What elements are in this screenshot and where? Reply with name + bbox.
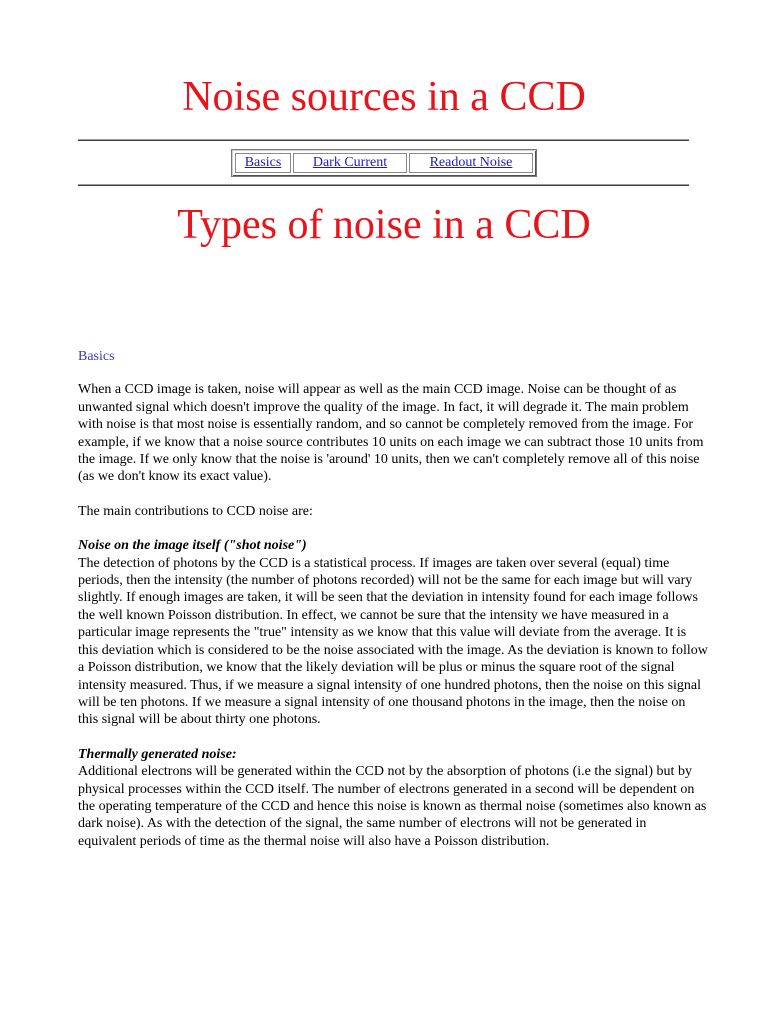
nav-cell-readout-noise [409, 153, 533, 173]
nav-table [231, 149, 537, 177]
shot-noise-heading [78, 538, 307, 553]
thermal-noise-heading: Thermally generated noise: [78, 746, 237, 762]
thermal-noise-body: Additional electrons will be generated within the CCD not by the absorption of photons (i.e the signal) but by physical processes within the CCD itself. The number of electrons generated in a second will be dependent on the operating temperature of the CCD and hence this noise is known as thermal noise (sometimes also known as dark noise). As with the detection of the signal, the same number of electrons will not be generated in equivalent periods of time as the thermal noise will also have a Poisson distribution. [78, 764, 707, 849]
section-title: Types of noise in a CCD [177, 202, 591, 248]
nav-link-basics[interactable]: Basics [244, 155, 282, 170]
intro-paragraph: When a CCD image is taken, noise will appear as well as the main CCD image. Noise can be thought of as unwanted signal which doesn't improve the quality of the image. In fact, it will degrade it. The main problem with noise is that most noise is essentially random, and so cannot be completely removed from the image. For example, if we know that a noise source contributes 10 units on each image we can subtract those 10 units from the image. If we only know that the noise is 'around' 10 units, then we can't completely remove all of this noise (as we don't know its exact value). [78, 382, 704, 485]
shot-noise-body: The detection of photons by the CCD is a statistical process. If images are taken over several (equal) time periods, then the intensity (the number of photons recorded) will not be the same for each image but will vary slightly. If enough images are taken, it will be seen that the deviation in intensity found for each image follows the well known Poisson distribution. In effect, we cannot be sure that the intensity we have measured in a particular image represents the "true" intensity as we know that this value will deviate from the average. It is this deviation which is considered to be the noise associated with the image. As the deviation is known to follow a Poisson distribution, we know that the likely deviation will be plus or minus the square root of the signal intensity measured. Thus, if we measure a signal intensity of one hundred photons, then the noise on this signal will be ten photons. If we measure a signal intensity of one thousand photons in the image, then the noise on this signal will be about thirty one photons. [78, 555, 708, 728]
nav-link-readout-noise[interactable]: Readout Noise [429, 155, 513, 170]
nav-link-dark-current[interactable]: Dark Current [312, 155, 388, 170]
basics-anchor: Basics [78, 349, 115, 364]
shot-noise-heading-prefix: Noise on the image itself ( [78, 538, 229, 554]
article-body [78, 348, 708, 867]
nav-cell-dark-current [293, 153, 407, 173]
top-divider [78, 139, 689, 141]
thermal-noise-section [78, 746, 708, 850]
page-title: Noise sources in a CCD [182, 74, 586, 120]
nav-cell-basics [235, 153, 291, 173]
bottom-divider [78, 184, 689, 186]
shot-noise-heading-suffix: ) [302, 538, 307, 554]
shot-noise-section [78, 537, 708, 728]
shot-noise-heading-term: "shot noise" [228, 538, 303, 554]
contributions-lead: The main contributions to CCD noise are: [78, 503, 313, 519]
